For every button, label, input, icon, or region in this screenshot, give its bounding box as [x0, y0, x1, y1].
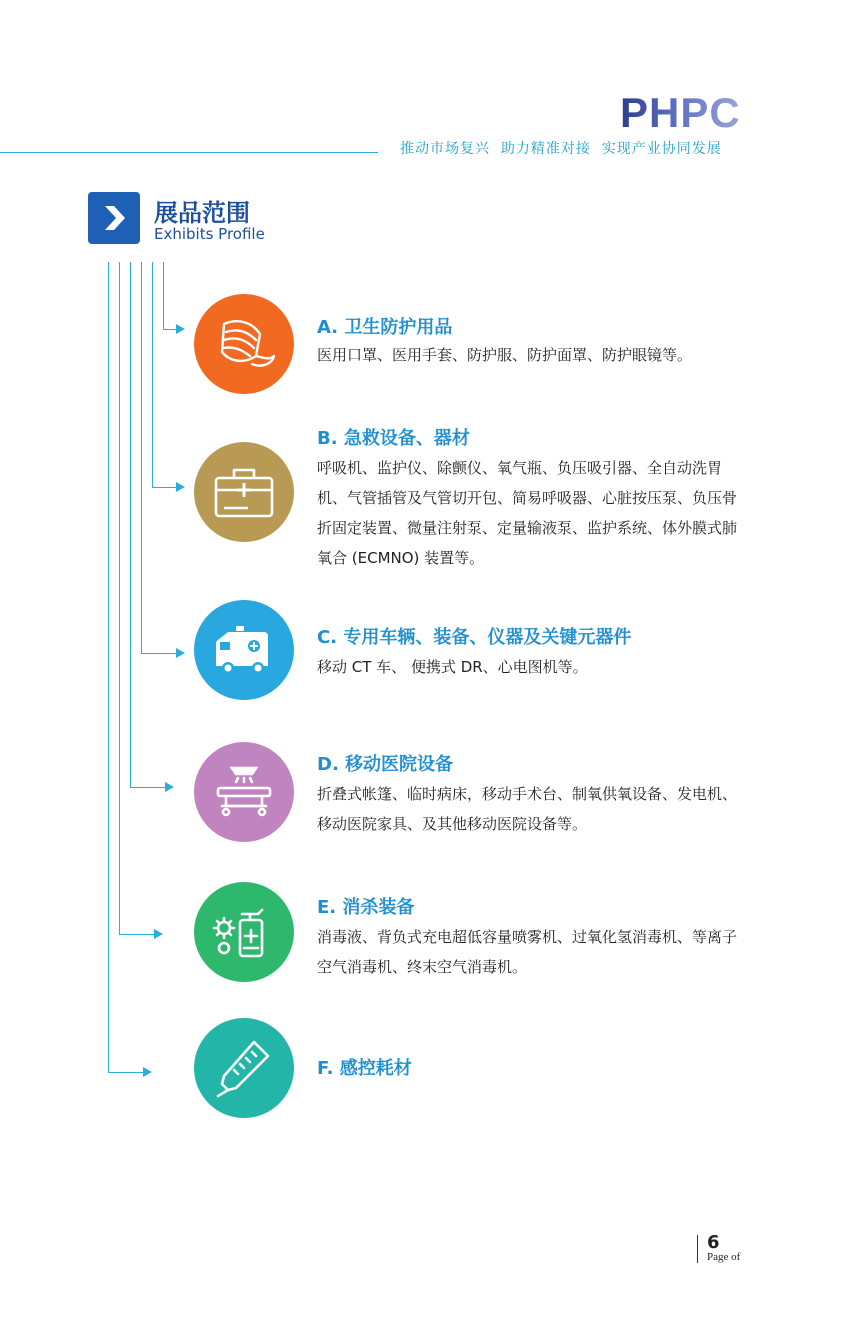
thermometer-icon	[206, 1030, 282, 1106]
category-b-title: B. 急救设备、器材	[317, 428, 470, 449]
category-a-title: A. 卫生防护用品	[317, 317, 453, 338]
category-c-title: C. 专用车辆、装备、仪器及关键元器件	[317, 627, 632, 648]
category-b-badge	[194, 442, 294, 542]
category-c-badge	[194, 600, 294, 700]
section-title: 展品范围	[154, 199, 250, 227]
face-mask-icon	[208, 308, 280, 380]
category-f-title: F. 感控耗材	[317, 1058, 412, 1079]
header-tagline: 推动市场复兴 助力精准对接 实现产业协同发展	[400, 141, 722, 157]
ambulance-icon	[206, 612, 282, 688]
chevron-right-icon	[88, 192, 140, 244]
category-c-desc: 移动 CT 车、 便携式 DR、心电图机等。	[317, 658, 588, 676]
page-of-label: Page of	[707, 1251, 741, 1263]
category-d-title: D. 移动医院设备	[317, 754, 454, 775]
category-e-desc: 消毒液、背负式充电超低容量喷雾机、过氧化氢消毒机、等离子空气消毒机、终末空气消毒机。	[317, 928, 738, 976]
header-divider	[0, 152, 378, 153]
operating-table-icon	[206, 754, 282, 830]
section-subtitle: Exhibits Profile	[154, 225, 265, 243]
page-number: 6	[707, 1232, 720, 1253]
footer-divider	[697, 1235, 698, 1263]
phpc-logo: PHPC	[620, 89, 741, 136]
category-d-desc: 折叠式帐篷、临时病床，移动手术台、制氧供氧设备、发电机、移动医院家具、及其他移动医院设备等。	[317, 785, 738, 833]
category-b-desc: 呼吸机、监护仪、除颤仪、氧气瓶、负压吸引器、全自动洗胃机、气管插管及气管切开包、简易呼吸器、心脏按压泵、负压骨折固定装置、微量注射泵、定量输液泵、监护系统、体外膜式肺氧合 (ECMNO) 装置等。	[317, 459, 738, 567]
category-a-desc: 医用口罩、医用手套、防护服、防护面罩、防护眼镜等。	[317, 346, 693, 364]
category-a-badge	[194, 294, 294, 394]
first-aid-kit-icon	[208, 456, 280, 528]
category-e-badge	[194, 882, 294, 982]
category-e-title: E. 消杀装备	[317, 897, 415, 918]
category-f-badge	[194, 1018, 294, 1118]
category-d-badge	[194, 742, 294, 842]
disinfectant-spray-icon	[206, 894, 282, 970]
